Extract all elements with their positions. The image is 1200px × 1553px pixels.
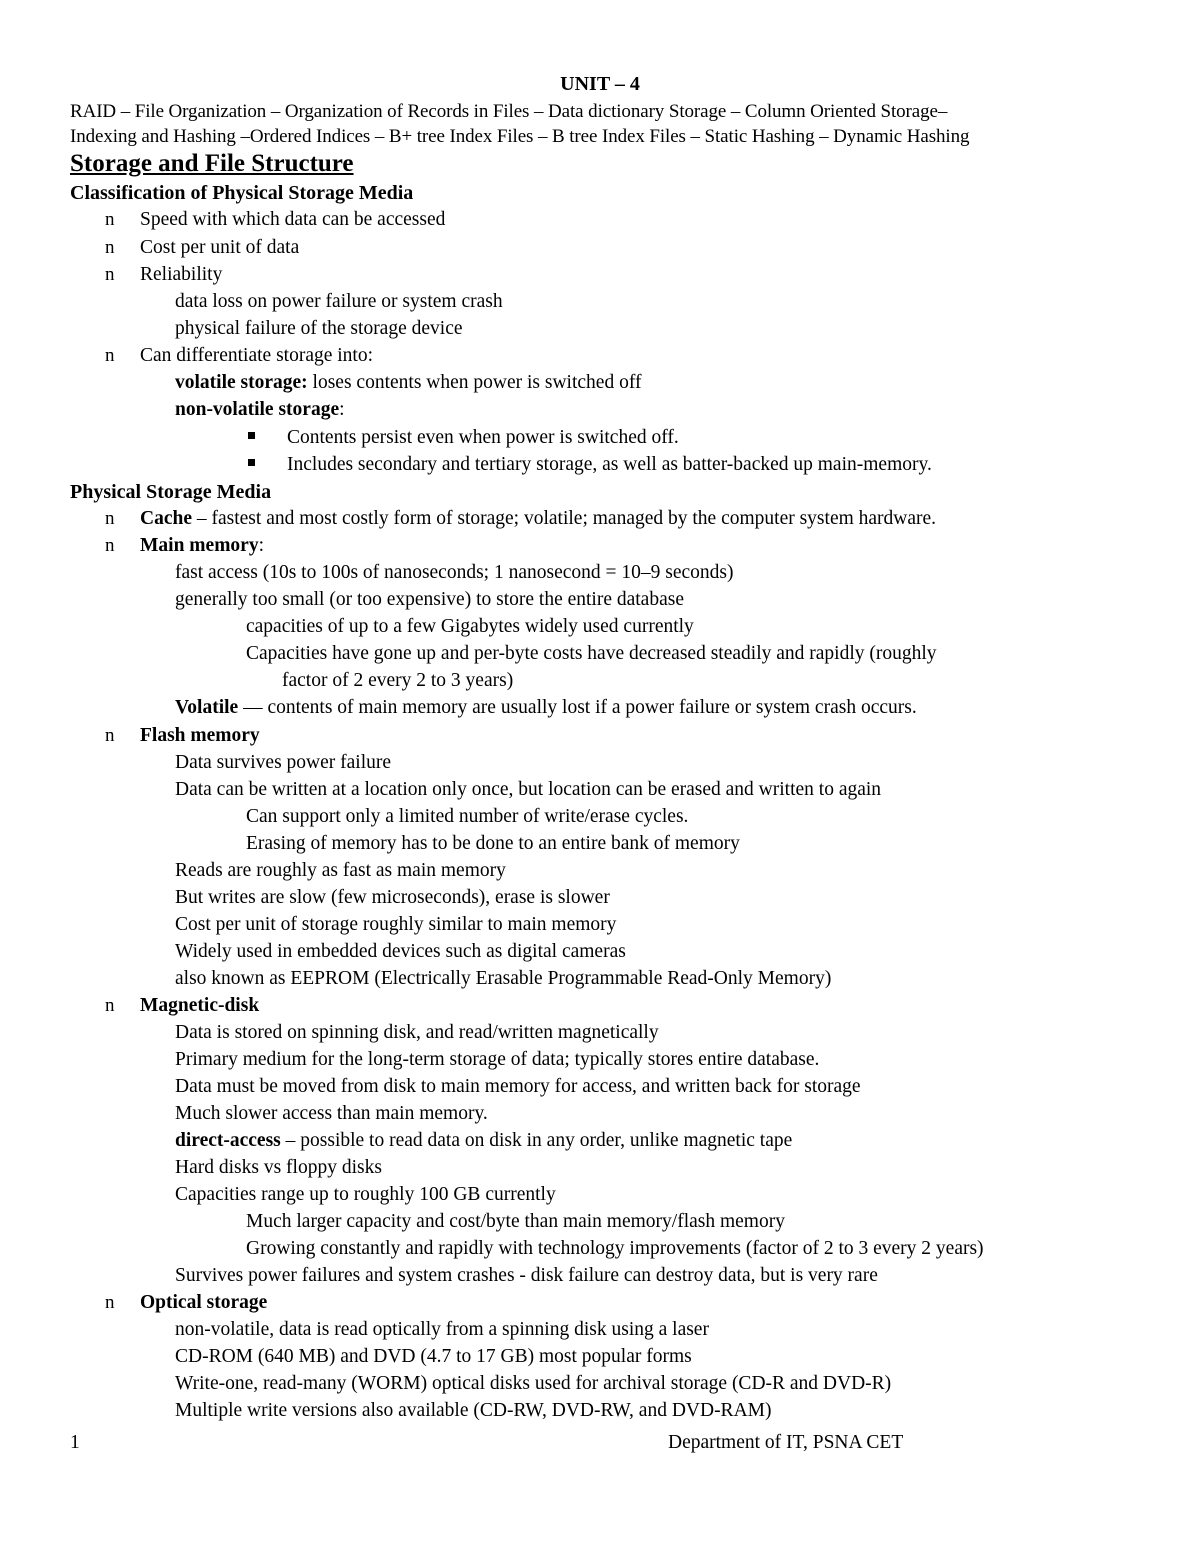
flash-line-2: Data can be written at a location only once, but location can be erased and written to again [175, 779, 882, 800]
nonvolatile-storage-line [175, 398, 345, 422]
optical-storage-item [140, 1291, 267, 1315]
square-bullet-icon [248, 432, 255, 439]
flash-memory-item [140, 724, 260, 748]
flash-line-5: Reads are roughly as fast as main memory [175, 860, 506, 881]
page-number: 1 [70, 1432, 80, 1453]
flash-line-8: Widely used in embedded devices such as digital cameras [175, 941, 626, 962]
nonvolatile-colon: : [339, 399, 345, 420]
square-bullet-icon [248, 459, 255, 466]
main-memory-label: Main memory [140, 535, 259, 556]
main-memory-volatile-text: — contents of main memory are usually lost if a power failure or system crash occurs. [238, 697, 917, 718]
direct-access-label: direct-access [175, 1130, 281, 1151]
bullet-glyph: n [105, 1292, 115, 1313]
flash-line-4: Erasing of memory has to be done to an entire bank of memory [246, 833, 740, 854]
bullet-glyph: n [105, 535, 115, 556]
disk-line-3: Data must be moved from disk to main memory for access, and written back for storage [175, 1076, 861, 1097]
topics-line-2: Indexing and Hashing –Ordered Indices – B+ tree Index Files – B tree Index Files – Static Hashing – Dynamic Hashing [70, 126, 970, 147]
bullet-glyph: n [105, 209, 115, 230]
disk-line-10: Survives power failures and system crashes - disk failure can destroy data, but is very rare [175, 1265, 878, 1286]
volatile-storage-text: loses contents when power is switched off [307, 372, 642, 393]
bullet-glyph: n [105, 345, 115, 366]
nonvolatile-storage-label: non-volatile storage [175, 399, 340, 420]
disk-line-5 [175, 1129, 792, 1153]
disk-line-8: Much larger capacity and cost/byte than main memory/flash memory [246, 1211, 785, 1232]
reliability-sub-1: data loss on power failure or system crash [175, 291, 503, 312]
main-memory-volatile-label: Volatile [175, 697, 239, 718]
bullet-glyph: n [105, 237, 115, 258]
magnetic-disk-label: Magnetic-disk [140, 995, 260, 1016]
nonvolatile-point-2: Includes secondary and tertiary storage, as well as batter-backed up main-memory. [287, 454, 932, 475]
main-memory-colon: : [258, 535, 265, 556]
speed-item: Speed with which data can be accessed [140, 209, 446, 230]
volatile-storage-line [175, 371, 641, 395]
main-memory-line-4: Capacities have gone up and per-byte costs have decreased steadily and rapidly (roughly [246, 643, 937, 664]
bullet-glyph: n [105, 508, 115, 529]
main-memory-line-5: factor of 2 every 2 to 3 years) [282, 670, 514, 691]
footer-department: Department of IT, PSNA CET [668, 1432, 904, 1453]
reliability-item: Reliability [140, 264, 223, 285]
disk-line-2: Primary medium for the long-term storage of data; typically stores entire database. [175, 1049, 820, 1070]
reliability-sub-2: physical failure of the storage device [175, 318, 463, 339]
flash-line-7: Cost per unit of storage roughly similar to main memory [175, 914, 617, 935]
optical-line-1: non-volatile, data is read optically from a spinning disk using a laser [175, 1319, 709, 1340]
disk-line-9: Growing constantly and rapidly with technology improvements (factor of 2 to 3 every 2 years) [246, 1238, 984, 1259]
flash-line-1: Data survives power failure [175, 752, 392, 773]
disk-line-7: Capacities range up to roughly 100 GB currently [175, 1184, 556, 1205]
disk-line-6: Hard disks vs floppy disks [175, 1157, 382, 1178]
optical-line-2: CD-ROM (640 MB) and DVD (4.7 to 17 GB) most popular forms [175, 1346, 692, 1367]
flash-line-3: Can support only a limited number of write/erase cycles. [246, 806, 689, 827]
disk-line-4: Much slower access than main memory. [175, 1103, 488, 1124]
main-memory-item [140, 534, 264, 558]
flash-memory-label: Flash memory [140, 725, 260, 746]
bullet-glyph: n [105, 725, 115, 746]
main-memory-line-3: capacities of up to a few Gigabytes widely used currently [246, 616, 694, 637]
flash-line-6: But writes are slow (few microseconds), erase is slower [175, 887, 610, 908]
unit-title: UNIT – 4 [560, 73, 640, 95]
cache-item [140, 507, 936, 531]
volatile-storage-label: volatile storage: [175, 372, 308, 393]
main-memory-volatile [175, 696, 917, 720]
section-title: Storage and File Structure [70, 150, 354, 177]
bullet-glyph: n [105, 264, 115, 285]
magnetic-disk-item [140, 994, 259, 1018]
differentiate-item: Can differentiate storage into: [140, 345, 374, 366]
optical-line-3: Write-one, read-many (WORM) optical disks used for archival storage (CD-R and DVD-R) [175, 1373, 892, 1394]
optical-line-4: Multiple write versions also available (CD-RW, DVD-RW, and DVD-RAM) [175, 1400, 772, 1421]
cost-item: Cost per unit of data [140, 237, 300, 258]
bullet-glyph: n [105, 995, 115, 1016]
nonvolatile-point-1: Contents persist even when power is switched off. [287, 427, 679, 448]
cache-text: – fastest and most costly form of storage; volatile; managed by the computer system hardware. [192, 508, 937, 529]
topics-line-1: RAID – File Organization – Organization of Records in Files – Data dictionary Storage – Column Oriented Storage– [70, 101, 948, 122]
classification-heading: Classification of Physical Storage Media [70, 182, 414, 204]
physical-heading: Physical Storage Media [70, 481, 272, 503]
main-memory-line-1: fast access (10s to 100s of nanoseconds; 1 nanosecond = 10–9 seconds) [175, 562, 734, 583]
flash-line-9: also known as EEPROM (Electrically Erasable Programmable Read-Only Memory) [175, 968, 832, 989]
direct-access-text: – possible to read data on disk in any order, unlike magnetic tape [280, 1130, 793, 1151]
cache-label: Cache [140, 508, 192, 529]
disk-line-1: Data is stored on spinning disk, and read/written magnetically [175, 1022, 659, 1043]
optical-storage-label: Optical storage [140, 1292, 268, 1313]
main-memory-line-2: generally too small (or too expensive) to store the entire database [175, 589, 684, 610]
